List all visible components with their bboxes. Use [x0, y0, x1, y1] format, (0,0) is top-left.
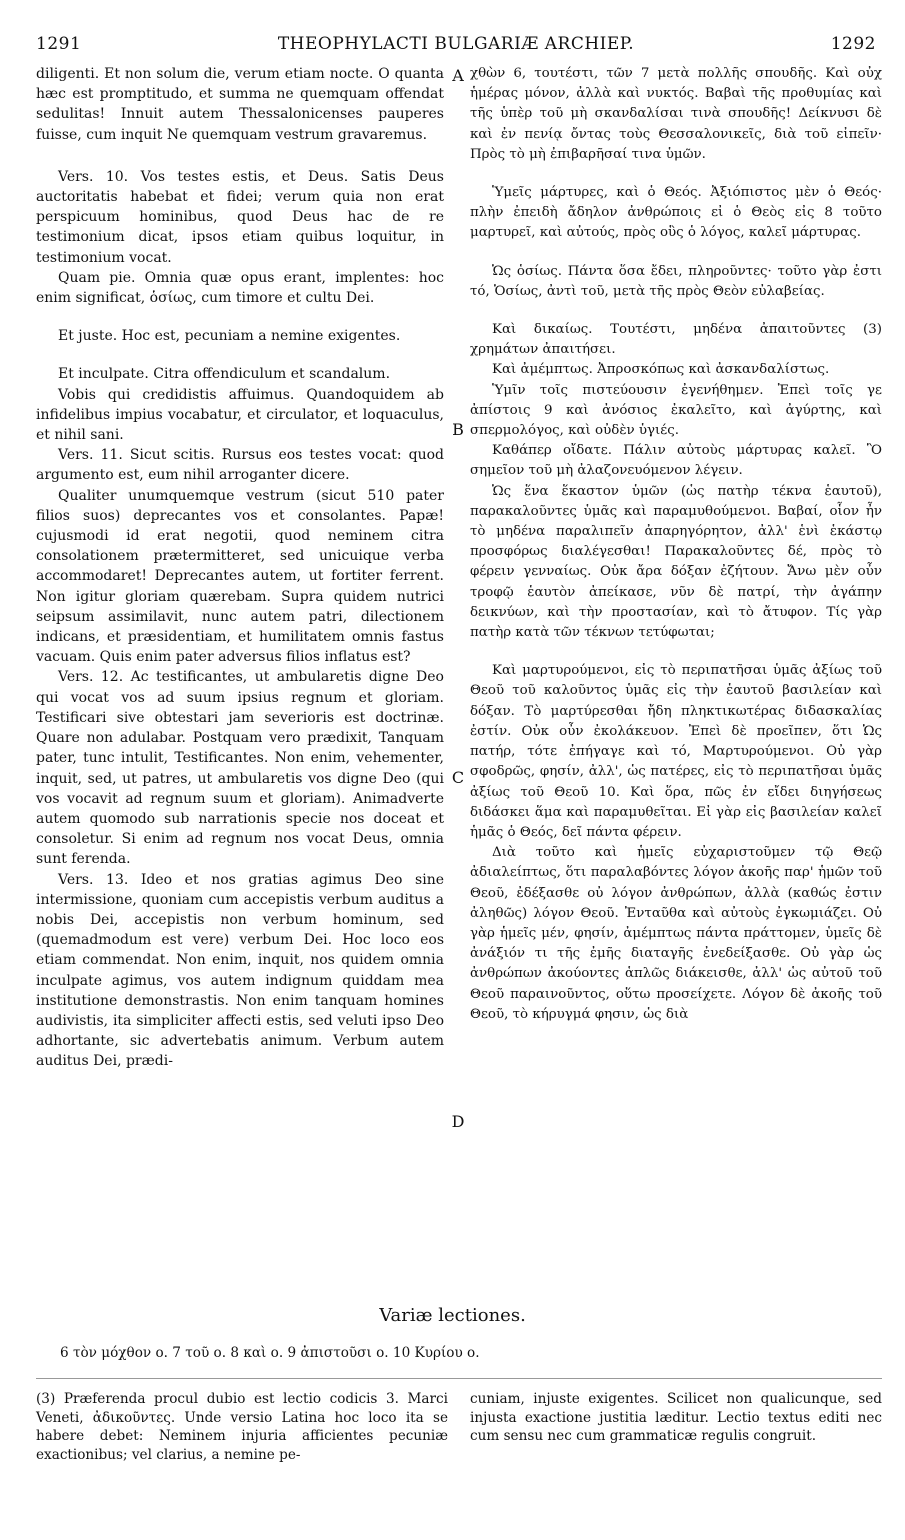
latin-paragraph: Vobis qui credidistis affuimus. Quandoquidem ab infidelibus impius vocabatur, et circulator, et loquaculus, et nihil sani. — [36, 386, 444, 444]
greek-paragraph: Καὶ ἀμέμπτως. Ἀπροσκόπως καὶ ἀσκανδαλίστως. — [492, 362, 830, 378]
greek-paragraph: Ὡς ἕνα ἕκαστον ὑμῶν (ὡς πατὴρ τέκνα ἑαυτοῦ), παρακαλοῦντες ὑμᾶς καὶ παραμυθούμενοι. Βαβαί, οἷον ἦν τὸ μηδένα παραλιπεῖν ἀπαρηγόρητον, ἀλλ' ἑνὶ ἑκάστῳ προσφόρως διαλέγεσθαι! Παρακαλοῦντες δέ, πρὸς τὸ φέρειν γενναίως. Οὐκ ἄρα δόξαν ἐζήτουν. Ἄνω μὲν οὖν τροφῷ ἑαυτὸν ἀπείκασε, νῦν δὲ πατρί, τὴν ἀγάπην δεικνύων, καὶ τὴν προστασίαν, καὶ τὸ ἄτυφον. Τίς γὰρ πατὴρ κατὰ τῶν τέκνων τετύφωται; — [470, 483, 882, 641]
greek-paragraph: Καὶ δικαίως. Τουτέστι, μηδένα ἀπαιτοῦντες (3) χρημάτων ἀπαιτήσει. — [470, 322, 882, 358]
page-number-right: 1292 — [830, 34, 876, 54]
greek-paragraph: Καὶ μαρτυρούμενοι, εἰς τὸ περιπατῆσαι ὑμᾶς ἀξίως τοῦ Θεοῦ τοῦ καλοῦντος ὑμᾶς εἰς τὴν ἑαυτοῦ βασιλείαν καὶ δόξαν. Τὸ μαρτύρεσθαι ἤδη πληκτικωτέρας διδασκαλίας ἐστίν. Οὐκ οὖν ἐκολάκευον. Ἐπεὶ δὲ προεῖπεν, ὅτι Ὡς πατήρ, τότε ἐπήγαγε καὶ τό, Μαρτυρούμενοι. Οὐ γὰρ σφοδρῶς, φησίν, ἀλλ', ὡς πατέρες, εἰς τὸ περιπατῆσαι ὑμᾶς ἀξίως τοῦ Θεοῦ 10. Καὶ ὅρα, πῶς ἐν εἴδει διηγήσεως διδάσκει ἅμα καὶ παραμυθεῖται. Εἰ γὰρ εἰς βασιλείαν καλεῖ ἡμᾶς ὁ Θεός, δεῖ πάντα φέρειν. — [470, 663, 882, 840]
variae-lectiones-line: 6 τὸν μόχθον ο. 7 τοῦ ο. 8 καὶ ο. 9 ἀπιστοῦσι ο. 10 Κυρίου ο. — [60, 1345, 480, 1361]
greek-paragraph: Ὑμεῖς μάρτυρες, καὶ ὁ Θεός. Ἀξιόπιστος μὲν ὁ Θεός· πλὴν ἐπειδὴ ἄδηλον ἀνθρώποις εἰ ὁ Θεὸς εἰς 8 τοῦτο μαρτυρεῖ, καὶ αὐτούς, πρὸς οὓς ὁ λόγος, καλεῖ μάρτυρας. — [470, 185, 882, 241]
greek-paragraph: Διὰ τοῦτο καὶ ἡμεῖς εὐχαριστοῦμεν τῷ Θεῷ ἀδιαλείπτως, ὅτι παραλαβόντες λόγον ἀκοῆς παρ' ἡμῶν τοῦ Θεοῦ, ἐδέξασθε οὐ λόγον ἀνθρώπων, ἀλλὰ (καθώς ἐστιν ἀληθῶς) λόγον Θεοῦ. Ἐνταῦθα καὶ αὐτοὺς ἐγκωμιάζει. Οὐ γὰρ ἡμεῖς μέν, φησίν, ἀμέμπτως πάντα πράττομεν, ὑμεῖς δὲ ἀνάξιόν τι τῆς ἐμῆς διαταγῆς ἐνεδείξασθε. Οὐ γὰρ ὡς ἀνθρώπων ἀκούοντες ἁπλῶς διάκεισθε, ἀλλ' ὡς αὐτοῦ τοῦ Θεοῦ παραινοῦντος, οὕτω προσείχετε. Λόγον δὲ ἀκοῆς τοῦ Θεοῦ, τὸ κήρυγμά φησιν, ὡς διὰ — [470, 845, 882, 1022]
latin-paragraph: Vers. 11. Sicut scitis. Rursus eos testes vocat: quod argumento est, eum nihil arroganter dicere. — [36, 447, 444, 484]
footnote-divider — [36, 1378, 882, 1379]
latin-paragraph: Vers. 12. Ac testificantes, ut ambularetis digne Deo qui vocat vos ad suum ipsius regnum et gloriam. Testificari sive obtestari jam severioris est doctrinæ. Quare non adulabar. Postquam vero prædixit, Tanquam pater, tunc intulit, Testificantes. Non enim, vehementer, inquit, sed, ut patres, ut ambularetis vos digne Deo (qui vos vocavit ad regnum suum et gloriam). Animadverte autem quomodo sub narrationis specie nos doceat et consoletur. Si enim ad regnum nos vocat Deus, omnia sunt ferenda. — [36, 669, 444, 868]
margin-marker-c: C — [451, 768, 465, 787]
margin-marker-b: B — [452, 420, 464, 439]
latin-paragraph: Quam pie. Omnia quæ opus erant, implentes: hoc enim significat, ὁσίως, cum timore et cultu Dei. — [36, 269, 444, 307]
greek-paragraph: Ὑμῖν τοῖς πιστεύουσιν ἐγενήθημεν. Ἐπεὶ τοῖς γε ἀπίστοις 9 καὶ ἀνόσιος ἐκαλεῖτο, καὶ ἀγύρτης, καὶ σπερμολόγος, καὶ οὐδὲν ὑγιές. — [470, 382, 882, 439]
running-title: THEOPHYLACTI BULGARIÆ ARCHIEP. — [277, 34, 635, 54]
latin-column — [36, 64, 444, 1072]
latin-paragraph: Vers. 13. Ideo et nos gratias agimus Deo sine intermissione, quoniam cum accepistis verbum auditus a nobis Dei, accepistis non verbum hominum, sed (quemadmodum est vere) verbum Dei. Hoc loco eos etiam commendat. Non enim, inquit, nos quidem omnia inculpate agimus, vos autem indignum quiddam mea institutione demonstrastis. Non enim tanquam homines audivistis, ita simpliciter affecti estis, sed veluti ipso Deo adhortante, sic advertebatis animum. Verbum autem auditus Dei, prædi- — [36, 871, 444, 1070]
greek-paragraph: Ὡς ὁσίως. Πάντα ὅσα ἔδει, πληροῦντες· τοῦτο γὰρ ἐστι τό, Ὁσίως, ἀντὶ τοῦ, μετὰ τῆς πρὸς Θεὸν εὐλαβείας. — [470, 263, 882, 299]
margin-marker-a: A — [452, 66, 464, 85]
margin-marker-d: D — [451, 1112, 465, 1131]
footnote-left: (3) Præferenda procul dubio est lectio codicis 3. Marci Veneti, ἀδικοῦντες. Unde versio Latina hoc loco ita se habere debet: Neminem injuria afficientes pecuniæ exactionibus; vel clarius, a nemine pe- — [36, 1391, 448, 1463]
latin-paragraph: diligenti. Et non solum die, verum etiam nocte. O quanta hæc est promptitudo, et summa ne quemquam offendat sedulitas! Innuit autem Thessalonicenses pauperes fuisse, cum inquit Ne quemquam vestrum gravaremus. — [36, 66, 444, 143]
variae-lectiones-heading: Variæ lectiones. — [379, 1305, 526, 1326]
greek-column — [470, 64, 882, 1025]
page-number-left: 1291 — [36, 34, 82, 54]
latin-paragraph: Vers. 10. Vos testes estis, et Deus. Satis Deus auctoritatis habebat et fidei; verum quia non erat perspicuum hominibus, quod Deus hac de re testimonium dicat, ipsos etiam quibus loquitur, in testimonium vocat. — [36, 168, 444, 266]
latin-paragraph: Et juste. Hoc est, pecuniam a nemine exigentes. — [58, 328, 401, 345]
running-header — [36, 34, 876, 58]
greek-paragraph: χθὼν 6, τουτέστι, τῶν 7 μετὰ πολλῆς σπουδῆς. Καὶ οὐχ ἡμέρας μόνον, ἀλλὰ καὶ νυκτός. Βαβαὶ τῆς προθυμίας καὶ τῆς ὑπὲρ τοῦ μὴ σκανδαλίσαι τινὰ σπουδῆς! Δείκνυσι δὲ καὶ ἐν πενίᾳ ὄντας τοὺς Θεσσαλονικεῖς, διὰ τοῦ εἰπεῖν· Πρὸς τὸ μὴ ἐπιβαρῆσαί τινα ὑμῶν. — [470, 66, 882, 162]
footnote-right: cuniam, injuste exigentes. Scilicet non qualicunque, sed injusta exactione justitia læditur. Lectio textus editi nec cum sensu nec cum grammaticæ regulis congruit. — [470, 1391, 882, 1445]
greek-paragraph: Καθάπερ οἴδατε. Πάλιν αὐτοὺς μάρτυρας καλεῖ. Ὃ σημεῖον τοῦ μὴ ἀλαζονευόμενον λέγειν. — [470, 443, 882, 479]
latin-paragraph: Et inculpate. Citra offendiculum et scandalum. — [58, 366, 391, 383]
latin-paragraph: Qualiter unumquemque vestrum (sicut 510 pater filios suos) deprecantes vos et consolantes. Papæ! cujusmodi id erat negotii, quod neminem citra consolationem prætermitteret, sed unicuique verba accommodaret! Deprecantes autem, ut fortiter ferrent. Non igitur gloriam quærebam. Supra quidem nutrici seipsum assimilavit, nunc autem patri, dilectionem indicans, et præsidentiam, et humilitatem omnis fastus vacuam. Quis enim pater adversus filios inflatus est? — [36, 487, 444, 666]
